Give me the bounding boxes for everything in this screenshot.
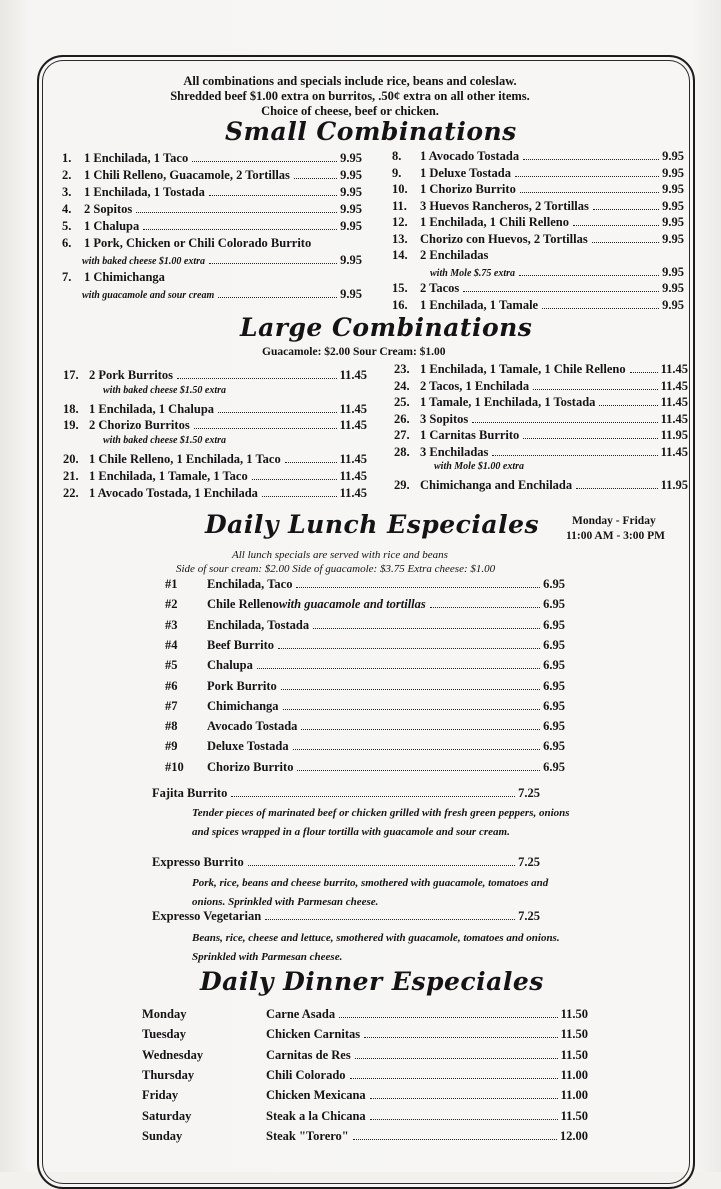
vegetarian-desc: Beans, rice, cheese and lettuce, smothered with guacamole, tomatoes and onions. Sprinkled with Parmesan cheese.	[192, 932, 560, 963]
combo-note: with baked cheese $1.50 extra	[103, 435, 227, 447]
dinner-price: 11.00	[560, 1088, 588, 1103]
combo-price: 9.95	[662, 165, 684, 180]
lunch-name: Deluxe Tostada	[207, 739, 289, 754]
lunch-item	[165, 719, 565, 734]
combo-number: 26.	[394, 411, 410, 426]
combo-price: 11.45	[660, 411, 688, 426]
combo-number: 14.	[392, 248, 408, 262]
combo-note: with guacamole and sour cream	[82, 290, 215, 301]
combo-item	[63, 452, 367, 467]
combo-item	[392, 149, 684, 164]
leader-dots	[542, 308, 659, 309]
leader-dots	[283, 709, 541, 710]
combo-name: 1 Chorizo Burrito	[420, 182, 516, 196]
lunch-item	[165, 739, 565, 754]
leader-dots	[630, 372, 658, 373]
lunch-item	[165, 597, 565, 612]
combo-name: Chorizo con Huevos, 2 Tortillas	[420, 231, 588, 246]
dinner-name: Chicken Mexicana	[266, 1088, 366, 1103]
leader-dots	[297, 770, 540, 771]
vegetarian-name: Expresso Vegetarian	[152, 909, 262, 923]
combo-number: 6.	[62, 236, 72, 250]
combo-name: 2 Sopitos	[84, 202, 133, 216]
combo-name: 1 Deluxe Tostada	[420, 165, 511, 180]
combo-price: 9.95	[340, 151, 362, 165]
leader-dots	[218, 297, 337, 298]
combo-name: 1 Chile Relleno, 1 Enchilada, 1 Taco	[89, 452, 281, 466]
combo-note-row	[62, 287, 362, 302]
leader-dots	[364, 1037, 557, 1038]
combo-price: 9.95	[340, 219, 362, 233]
dinner-name: Carnitas de Res	[266, 1047, 351, 1062]
combo-number: 29.	[394, 477, 410, 492]
combo-price: 9.95	[340, 202, 362, 216]
combo-price: 9.95	[662, 215, 684, 229]
lunch-title: Daily Lunch Especiales	[205, 510, 540, 539]
combo-name: 1 Chalupa	[84, 219, 140, 233]
leader-dots	[523, 159, 659, 160]
combo-number: 17.	[63, 368, 79, 382]
leader-dots	[262, 496, 337, 497]
combo-item	[62, 151, 362, 166]
combo-item	[392, 215, 684, 230]
dinner-price: 11.50	[560, 1047, 588, 1062]
combo-item	[62, 168, 362, 183]
combo-number: 9.	[392, 165, 402, 180]
dinner-day: Saturday	[142, 1108, 192, 1123]
leader-dots	[231, 796, 515, 797]
lunch-number: #4	[165, 637, 178, 652]
combo-item	[63, 368, 367, 383]
combo-price: 11.45	[339, 485, 367, 500]
leader-dots	[248, 865, 515, 866]
leader-dots	[492, 455, 657, 456]
fajita-name: Fajita Burrito	[152, 786, 228, 800]
combo-note-row	[63, 435, 367, 446]
lunch-price: 6.95	[543, 658, 565, 673]
combo-number: 27.	[394, 428, 410, 442]
leader-dots	[313, 628, 540, 629]
lunch-item	[165, 658, 565, 673]
combo-number: 24.	[394, 378, 410, 393]
lunch-price: 6.95	[543, 637, 565, 652]
leader-dots	[285, 462, 337, 463]
lunch-number: #2	[165, 597, 178, 612]
leader-dots	[252, 479, 337, 480]
combo-number: 12.	[392, 215, 408, 229]
leader-dots	[430, 607, 540, 608]
dinner-item	[266, 1027, 588, 1042]
dinner-day: Sunday	[142, 1128, 183, 1143]
combo-price: 11.95	[660, 428, 688, 442]
combo-number: 21.	[63, 468, 79, 483]
lunch-name: Chalupa	[207, 658, 253, 673]
leader-dots	[370, 1098, 558, 1099]
leader-dots	[177, 378, 337, 379]
lunch-price: 6.95	[543, 617, 565, 632]
combo-item	[63, 486, 367, 501]
combo-name: Chimichanga and Enchilada	[420, 477, 573, 492]
combo-number: 23.	[394, 362, 410, 376]
combo-name: 1 Enchilada, 1 Taco	[84, 151, 189, 165]
combo-number: 13.	[392, 231, 408, 246]
combo-price: 9.95	[662, 149, 684, 163]
combo-number: 28.	[394, 444, 410, 459]
lunch-item	[165, 638, 565, 653]
combo-item	[392, 232, 684, 247]
dinner-name: Chili Colorado	[266, 1067, 346, 1082]
combo-item	[63, 469, 367, 484]
combo-item	[62, 185, 362, 200]
combo-number: 2.	[62, 168, 72, 182]
dinner-day: Thursday	[142, 1067, 195, 1082]
lunch-name: Enchilada, Tostada	[207, 617, 310, 632]
expresso-name: Expresso Burrito	[152, 855, 244, 869]
combo-number: 22.	[63, 485, 79, 500]
combo-item	[62, 270, 362, 285]
expresso-price: 7.25	[518, 855, 540, 869]
combo-name: 1 Enchilada, 1 Tamale, 1 Taco	[89, 468, 248, 483]
leader-dots	[136, 212, 337, 213]
combo-item	[394, 412, 688, 427]
combo-number: 5.	[62, 219, 72, 233]
combo-number: 1.	[62, 151, 72, 165]
combo-price: 9.95	[662, 264, 684, 279]
combo-name: 1 Enchilada, 1 Tostada	[84, 185, 205, 199]
combo-name: 1 Chili Relleno, Guacamole, 2 Tortillas	[84, 168, 290, 182]
combo-name: 1 Avocado Tostada	[420, 149, 520, 163]
combo-name: 3 Enchiladas	[420, 444, 489, 459]
expresso-vegetarian	[152, 909, 540, 924]
leader-dots	[339, 1017, 557, 1018]
leader-dots	[192, 161, 337, 162]
leader-dots	[257, 668, 540, 669]
combo-number: 20.	[63, 452, 79, 466]
dinner-price: 11.00	[560, 1067, 588, 1082]
intro-line-3: Choice of cheese, beef or chicken.	[261, 104, 439, 118]
lunch-number: #6	[165, 678, 178, 693]
lunch-name: Chorizo Burrito	[207, 759, 294, 774]
combo-name: 2 Enchiladas	[420, 248, 489, 262]
combo-number: 16.	[392, 297, 408, 312]
dinner-price: 12.00	[559, 1128, 588, 1143]
large-combinations-title: Large Combinations	[240, 313, 533, 342]
lunch-price: 6.95	[543, 739, 565, 754]
dinner-item	[266, 1048, 588, 1063]
leader-dots	[143, 229, 337, 230]
combo-item	[392, 199, 684, 214]
lunch-name: Pork Burrito	[207, 678, 277, 693]
leader-dots	[278, 648, 540, 649]
combo-item	[394, 478, 688, 493]
lunch-item	[165, 679, 565, 694]
lunch-sides: Side of sour cream: $2.00 Side of guacamole: $3.75 Extra cheese: $1.00	[176, 563, 496, 575]
combo-name: 1 Enchilada, 1 Chili Relleno	[420, 215, 569, 229]
dinner-name: Steak "Torero"	[266, 1128, 349, 1143]
combo-item	[63, 402, 367, 417]
combo-number: 25.	[394, 395, 410, 409]
leader-dots	[293, 749, 541, 750]
combo-price: 9.95	[340, 185, 362, 199]
combo-name: 3 Sopitos	[420, 411, 469, 426]
lunch-days: Monday - Friday	[572, 515, 656, 527]
lunch-item	[165, 760, 565, 775]
leader-dots	[194, 428, 337, 429]
combo-number: 15.	[392, 281, 408, 295]
lunch-name: Chimichanga	[207, 698, 279, 713]
combo-number: 11.	[392, 198, 407, 213]
dinner-item	[266, 1088, 588, 1103]
combo-name: 2 Tacos, 1 Enchilada	[420, 378, 530, 393]
combo-price: 11.45	[660, 378, 688, 393]
leader-dots	[533, 389, 657, 390]
leader-dots	[472, 422, 657, 423]
combo-item	[392, 166, 684, 181]
combo-note-row	[394, 461, 688, 472]
leader-dots	[353, 1139, 557, 1140]
dinner-item	[266, 1129, 588, 1144]
combo-price: 11.45	[339, 368, 367, 382]
lunch-price: 6.95	[543, 698, 565, 713]
combo-item	[62, 202, 362, 217]
combo-name: 1 Avocado Tostada, 1 Enchilada	[89, 485, 258, 500]
combo-number: 7.	[62, 270, 72, 284]
combo-price: 9.95	[662, 297, 684, 312]
dinner-item	[266, 1007, 588, 1022]
leader-dots	[593, 209, 659, 210]
combo-note: with Mole $.75 extra	[430, 267, 516, 279]
lunch-item	[165, 618, 565, 633]
lunch-extra: with guacamole and tortillas	[278, 597, 426, 612]
combo-name: 2 Pork Burritos	[89, 368, 174, 382]
combo-price: 9.95	[340, 253, 362, 267]
lunch-number: #10	[165, 759, 184, 774]
leader-dots	[218, 412, 337, 413]
leader-dots	[209, 195, 337, 196]
lunch-name: Enchilada, Taco	[207, 577, 293, 591]
combo-price: 9.95	[662, 198, 684, 213]
combo-name: 1 Enchilada, 1 Tamale, 1 Chile Relleno	[420, 362, 626, 376]
dinner-day: Tuesday	[142, 1027, 187, 1042]
combo-name: 1 Carnitas Burrito	[420, 428, 520, 442]
leader-dots	[519, 275, 659, 276]
leader-dots	[350, 1078, 558, 1079]
lunch-item	[165, 577, 565, 592]
leader-dots	[523, 438, 657, 439]
leader-dots	[370, 1119, 558, 1120]
dinner-name: Chicken Carnitas	[266, 1027, 361, 1042]
leader-dots	[281, 689, 540, 690]
combo-price: 11.45	[339, 468, 367, 483]
lunch-hours: 11:00 AM - 3:00 PM	[566, 530, 666, 542]
combo-item	[62, 219, 362, 234]
combo-note-row	[63, 385, 367, 396]
dinner-day: Monday	[142, 1007, 187, 1021]
combo-number: 8.	[392, 149, 402, 163]
leader-dots	[209, 263, 337, 264]
lunch-number: #5	[165, 658, 178, 673]
fajita-price: 7.25	[518, 786, 540, 800]
combo-name: 1 Enchilada, 1 Chalupa	[89, 401, 215, 416]
combo-price: 11.45	[660, 444, 688, 459]
dinner-item	[266, 1068, 588, 1083]
lunch-note: All lunch specials are served with rice and beans	[232, 549, 448, 561]
combo-price: 11.45	[339, 418, 367, 433]
leader-dots	[294, 178, 337, 179]
fajita-desc: Tender pieces of marinated beef or chicken grilled with fresh green peppers, onions and spices wrapped in a flour tortilla with guacamole and sour cream.	[192, 807, 570, 838]
combo-item	[394, 428, 688, 443]
combo-number: 18.	[63, 401, 79, 416]
combo-price: 9.95	[662, 231, 684, 246]
lunch-item	[165, 699, 565, 714]
combo-price: 11.45	[660, 395, 688, 409]
combo-number: 19.	[63, 418, 79, 433]
dinner-day: Wednesday	[142, 1047, 204, 1062]
dinner-price: 11.50	[560, 1108, 588, 1123]
vegetarian-price: 7.25	[518, 909, 540, 923]
combo-item	[392, 182, 684, 197]
combo-name: 2 Tacos	[420, 281, 460, 295]
leader-dots	[265, 919, 515, 920]
fajita-burrito	[152, 786, 540, 801]
combo-item	[394, 362, 688, 377]
combo-item	[63, 418, 367, 433]
leader-dots	[592, 242, 659, 243]
lunch-price: 6.95	[543, 577, 565, 591]
dinner-name: Carne Asada	[266, 1007, 336, 1021]
combo-item	[392, 248, 684, 263]
combo-number: 4.	[62, 202, 72, 216]
leader-dots	[515, 176, 659, 177]
large-combinations-extras: Guacamole: $2.00 Sour Cream: $1.00	[262, 346, 446, 358]
lunch-price: 6.95	[543, 719, 565, 734]
lunch-number: #1	[165, 577, 178, 591]
lunch-number: #7	[165, 698, 178, 713]
dinner-day: Friday	[142, 1088, 179, 1103]
lunch-number: #8	[165, 719, 178, 734]
intro-line-1: All combinations and specials include rice, beans and coleslaw.	[183, 74, 517, 88]
combo-item	[62, 236, 362, 251]
combo-name: 1 Pork, Chicken or Chili Colorado Burrito	[84, 236, 312, 250]
combo-price: 11.45	[660, 362, 688, 376]
combo-number: 3.	[62, 185, 72, 199]
lunch-name: Chile Relleno	[207, 597, 279, 612]
combo-name: 1 Tamale, 1 Enchilada, 1 Tostada	[420, 395, 596, 409]
leader-dots	[296, 587, 540, 588]
combo-number: 10.	[392, 182, 408, 196]
combo-price: 9.95	[340, 168, 362, 182]
intro-line-2: Shredded beef $1.00 extra on burritos, .50¢ extra on all other items.	[170, 89, 530, 103]
dinner-price: 11.50	[560, 1007, 588, 1021]
combo-item	[392, 281, 684, 296]
dinner-name: Steak a la Chicana	[266, 1108, 366, 1123]
leader-dots	[520, 192, 659, 193]
combo-note: with baked cheese $1.00 extra	[82, 256, 206, 267]
combo-name: 2 Chorizo Burritos	[89, 418, 190, 433]
leader-dots	[599, 405, 657, 406]
combo-item	[392, 298, 684, 313]
combo-note: with Mole $1.00 extra	[434, 461, 525, 472]
lunch-name: Avocado Tostada	[207, 719, 298, 734]
leader-dots	[463, 291, 659, 292]
dinner-title: Daily Dinner Especiales	[200, 967, 544, 996]
leader-dots	[573, 225, 659, 226]
combo-price: 11.45	[339, 452, 367, 466]
expresso-burrito	[152, 855, 540, 870]
leader-dots	[576, 488, 657, 489]
lunch-number: #3	[165, 617, 178, 632]
small-combinations-title: Small Combinations	[225, 117, 517, 146]
lunch-number: #9	[165, 739, 178, 754]
combo-price: 11.95	[660, 477, 688, 492]
dinner-price: 11.50	[560, 1027, 588, 1042]
expresso-desc: Pork, rice, beans and cheese burrito, smothered with guacamole, tomatoes and onions. Sprinkled with Parmesan cheese.	[192, 877, 549, 908]
combo-item	[394, 395, 688, 410]
leader-dots	[355, 1058, 558, 1059]
combo-name: 3 Huevos Rancheros, 2 Tortillas	[420, 198, 589, 213]
combo-name: 1 Chimichanga	[84, 270, 165, 284]
combo-name: 1 Enchilada, 1 Tamale	[420, 297, 539, 312]
combo-price: 9.95	[662, 281, 684, 295]
lunch-price: 6.95	[543, 597, 565, 612]
combo-note-row	[62, 253, 362, 268]
combo-item	[394, 445, 688, 460]
lunch-price: 6.95	[543, 759, 565, 774]
combo-price: 9.95	[340, 287, 362, 301]
lunch-price: 6.95	[543, 678, 565, 693]
lunch-name: Beef Burrito	[207, 637, 274, 652]
combo-note: with baked cheese $1.50 extra	[103, 384, 227, 396]
combo-price: 9.95	[662, 182, 684, 196]
dinner-item	[266, 1109, 588, 1124]
combo-price: 11.45	[339, 401, 367, 416]
combo-item	[394, 379, 688, 394]
leader-dots	[301, 729, 540, 730]
combo-note-row	[392, 265, 684, 280]
